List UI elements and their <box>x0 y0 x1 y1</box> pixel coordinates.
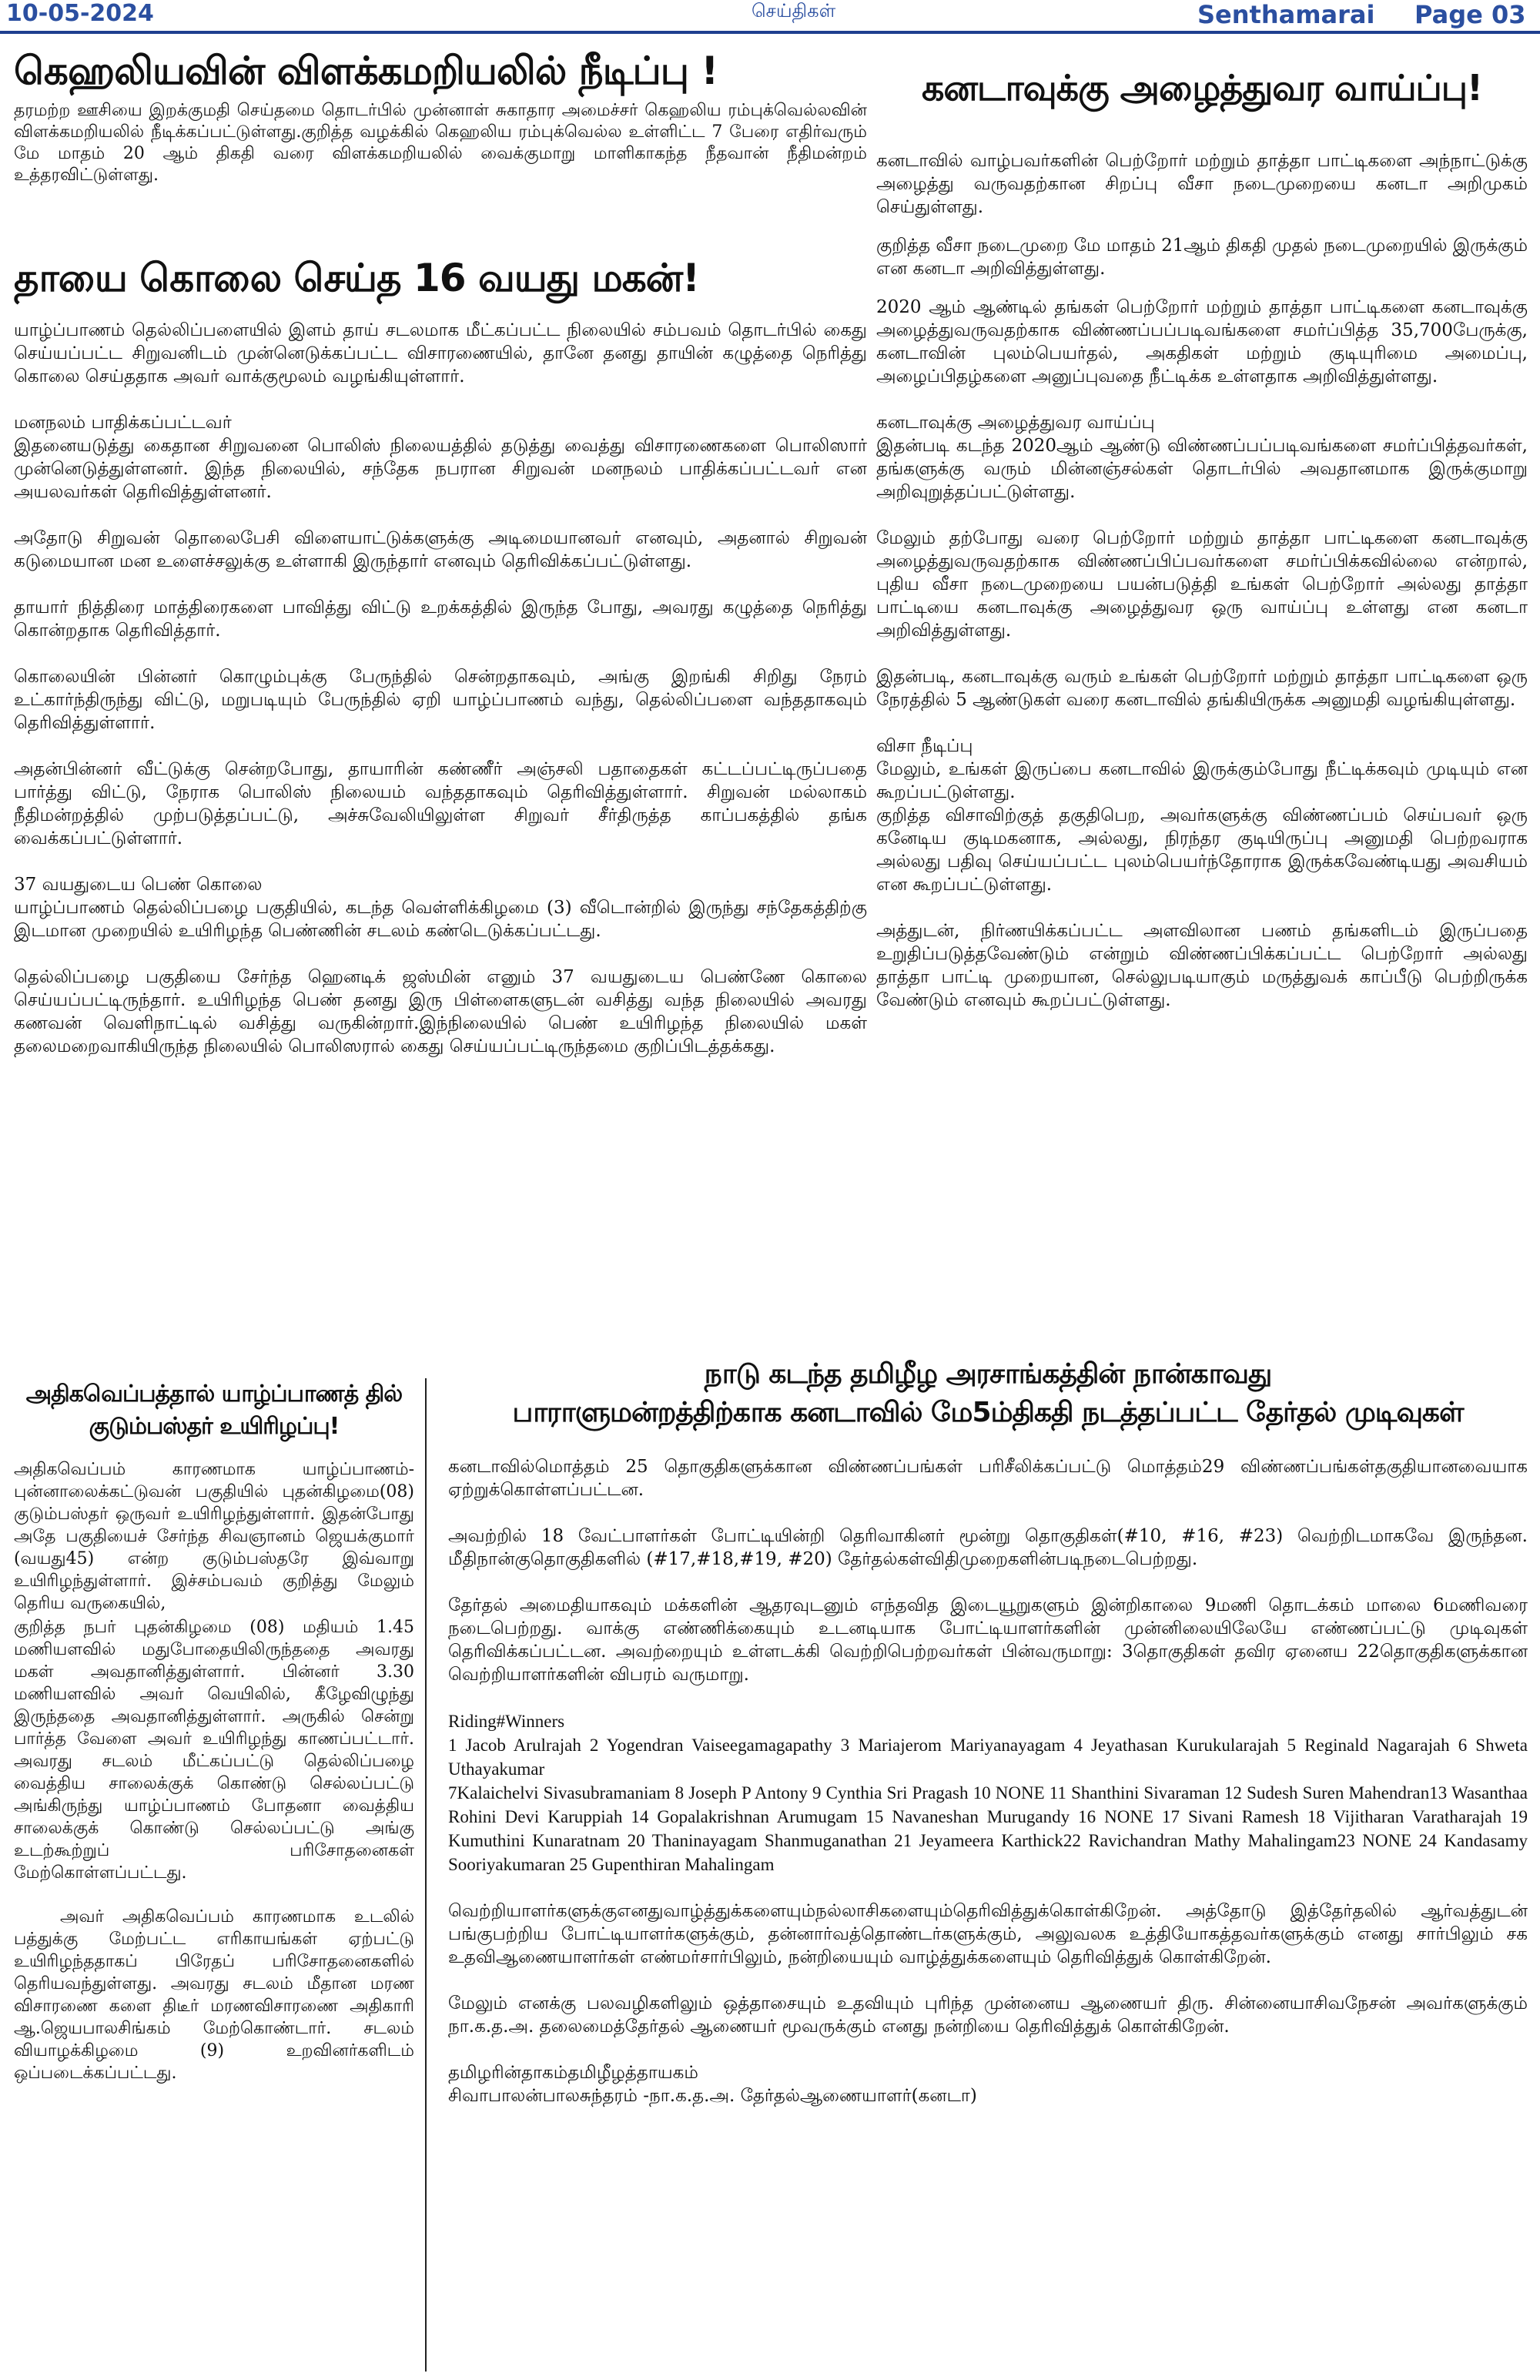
winners-line: 1 Jacob Arulrajah 2 Yogendran Vaiseegamagapathy 3 Mariajerom Mariyanayagam 4 Jeyathasan Kurukularajah 5 Reginald Nagarajah 6 Shweta Uthayakumar <box>448 1736 1528 1779</box>
article-paragraph: அவற்றில் 18 வேட்பாளர்கள் போட்டியின்றி தெரிவாகினர் மூன்று தொகுதிகள்(#10, #16, #23) வெற்றிடமாகவே இருந்தன. மீதிநான்குதொகுதிகளில் (#17,#18,#19, #20) தேர்தல்கள்விதிமுறைகளின்படிநடைபெற்றது. <box>448 1526 1528 1569</box>
subheading: கனடாவுக்கு அழைத்துவர வாய்ப்பு <box>876 413 1155 433</box>
article-paragraph: தெல்லிப்பழை பகுதியை சேர்ந்த ஹெனடிக் ஜஸ்மின் எனும் 37 வயதுடைய பெண்ணே கொலை செய்யப்பட்டிருந்தார். உயிரிழந்த பெண் தனது இரு பிள்ளைகளுடன் வசித்து வந்த நிலையில் அவரது கணவன் வெளிநாட்டில் வசித்து வருகின்றார்.இந்நிலையில் பெண் உயிரிழந்த நிலையில் மகள் தலைமறைவாகியிருந்த நிலையில் பொலிஸரால் கைது செய்யப்பட்டிருந்தமை குறிப்பிடத்தக்கது. <box>14 967 867 1056</box>
article-paragraph: கொலையின் பின்னர் கொழும்புக்கு பேருந்தில் சென்றதாகவும், அங்கு இறங்கி சிறிது நேரம் உட்கார்ந்திருந்து விட்டு, மறுபடியும் பேருந்தில் ஏறி யாழ்ப்பாணம் வந்து, தெல்லிப்பளை வந்ததாகவும் தெரிவித்துள்ளார். <box>14 667 867 733</box>
subheading: மனநலம் பாதிக்கப்பட்டவர் <box>14 413 232 433</box>
article-paragraph: அதோடு சிறுவன் தொலைபேசி விளையாட்டுக்களுக்கு அடிமையானவர் எனவும், அதனால் சிறுவன் கடுமையான மன உளைச்சலுக்கு உள்ளாகி இருந்தார் எனவும் தெரிவிக்கப்பட்டுள்ளது. <box>14 528 867 571</box>
winners-line: 7Kalaichelvi Sivasubramaniam 8 Joseph P Antony 9 Cynthia Sri Pragash 10 NONE 11 Shanthini Sivaraman 12 Sudesh Suren Mahendran13 Wasanthaa Rohini Devi Karuppiah 14 Gopalakrishnan Arumugam 15 Navaneshan Murugandy 16 NONE 17 Sivani Ramesh 18 Vijitharan Varatharajah 19 Kumuthini Kunaratnam 20 Thaninayagam Shanmuganathan 21 Jeyameera Karthick22 Ravichandran Mathy Mahalingam23 NONE 24 Kandasamy Sooriyakumaran 25 Gupenthiran Mahalingam <box>448 1783 1528 1874</box>
page-number: Page 03 <box>1414 0 1526 29</box>
headline-tgte-election <box>448 1355 1528 1432</box>
newspaper-name: Senthamarai <box>1197 0 1375 29</box>
article-paragraph: அத்துடன், நிர்ணயிக்கப்பட்ட அளவிலான பணம் தங்களிடம் இருப்பதை உறுதிப்படுத்தவேண்டும் என்றும் விண்ணப்பிக்கப்பட்ட பெற்றோர் அல்லது தாத்தா பாட்டி முறையான, செல்லுபடியாகும் மருத்துவக் காப்பீடு பெற்றிருக்க வேண்டும் எனவும் கூறப்பட்டுள்ளது. <box>876 921 1528 1010</box>
signature-line: தமிழரின்தாகம்தமிழீழத்தாயகம் <box>448 2063 698 2083</box>
column-divider <box>425 1378 427 2372</box>
subheading: விசா நீடிப்பு <box>876 736 973 756</box>
article-paragraph: அவர் அதிகவெப்பம் காரணமாக உடலில் பத்துக்கு மேற்பட்ட எரிகாயங்கள் ஏற்பட்டு உயிரிழந்ததாகப் பிரேதப் பரிசோதனைகளில் தெரியவந்துள்ளது. அவரது சடலம் மீதான மரண விசாரணை களை திடீர் மரணவிசாரணை அதிகாரி ஆ.ஜெயபாலசிங்கம் மேற்கொண்டார். சடலம் வியாழக்கிழமை (9) உறவினர்களிடம் ஒப்படைக்கப்பட்டது. <box>14 1907 414 2083</box>
article-paragraph: கனடாவில்மொத்தம் 25 தொகுதிகளுக்கான விண்ணப்பங்கள் பரிசீலிக்கப்பட்டு மொத்தம்29 விண்ணப்பங்கள்தகுதியானவையாக ஏற்றுக்கொள்ளப்பட்டன. <box>448 1457 1528 1500</box>
page-header <box>0 0 1540 34</box>
article-paragraph: குறித்த விசாவிற்குத் தகுதிபெற, அவர்களுக்கு விண்ணப்பம் செய்பவர் ஒரு கனேடிய குடிமகனாக, அல்லது, நிரந்தர குடியிருப்பு அனுமதி பெற்றவராக அல்லது பதிவு செய்யப்பட்ட புலம்பெயர்ந்தோராக இருக்கவேண்டியது அவசியம் என கூறப்பட்டுள்ளது. <box>876 805 1528 895</box>
article-son-kills-mother <box>14 254 867 1081</box>
article-kehaliya <box>14 48 867 209</box>
article-heat-death <box>14 1378 414 2107</box>
article-tgte-election <box>448 1355 1528 2107</box>
article-paragraph: மேலும், உங்கள் இருப்பை கனடாவில் இருக்கும்போது நீட்டிக்கவும் முடியும் என கூறப்பட்டுள்ளது. <box>876 759 1528 802</box>
article-paragraph: குறித்த நபர் புதன்கிழமை (08) மதியம் 1.45 மணியளவில் மதுபோதையிலிருந்ததை அவரது மகள் அவதானித்துள்ளார். பின்னர் 3.30 மணியளவில் அவர் வெயிலில், கீழேவிழுந்து இருந்ததை அவதானித்துள்ளார். அருகில் சென்று பார்த்த வேளை அவர் உயிரிழந்து காணப்பட்டார். அவரது சடலம் மீட்கப்பட்டு தெல்லிப்பழை வைத்திய சாலைக்குக் கொண்டு செல்லப்பட்டு அங்கிருந்து யாழ்ப்பாணம் போதனா வைத்திய சாலைக்குக் கொண்டு செல்லப்பட்டு அங்கு உடற்கூற்றுப் பரிசோதனைகள் மேற்கொள்ளப்பட்டது. <box>14 1618 414 1883</box>
headline-canada-visa: கனடாவுக்கு அழைத்துவர வாய்ப்பு! <box>921 67 1482 109</box>
article-paragraph: அதன்பின்னர் வீட்டுக்கு சென்றபோது, தாயாரின் கண்ணீர் அஞ்சலி பதாதைகள் கட்டப்பட்டிருப்பதை பார்த்து விட்டு, நேராக பொலிஸ் நிலையம் வந்ததாகவும் தெரிவித்துள்ளார். சிறுவன் மல்லாகம் நீதிமன்றத்தில் முற்படுத்தப்பட்டு, அச்சுவேலியிலுள்ள சிறுவர் சீர்திருத்த காப்பகத்தில் தங்க வைக்கப்பட்டுள்ளார். <box>14 759 867 849</box>
article-paragraph: வெற்றியாளர்களுக்குஎனதுவாழ்த்துக்களையும்நல்லாசிகளையும்தெரிவித்துக்கொள்கிறேன். அத்தோடு இத்தேர்தலில் ஆர்வத்துடன் பங்குபற்றிய போட்டியாளர்களுக்கும், தன்னார்வத்தொண்டர்களுக்கும், அலுவலக உத்தியோகத்தவர்களுக்கும் எனது சார்பிலும் சக உதவிஆணையாளர்கள் எண்மர்சார்பிலும், நன்றியையும் வாழ்த்துக்களையும் தெரிவித்துக் கொள்கிறேன். <box>448 1901 1528 1967</box>
headline-line: அதிகவெப்பத்தால் யாழ்ப்பாணத் தில் <box>25 1381 403 1408</box>
article-paragraph: கனடாவில் வாழ்பவர்களின் பெற்றோர் மற்றும் தாத்தா பாட்டிகளை அந்நாட்டுக்கு அழைத்து வருவதற்கான சிறப்பு வீசா நடைமுறையை கனடா அறிமுகம் செய்துள்ளது. <box>876 151 1528 217</box>
article-paragraph: குறித்த வீசா நடைமுறை மே மாதம் 21ஆம் திகதி முதல் நடைமுறையில் இருக்கும் என கனடா அறிவித்துள்ளது. <box>876 236 1528 279</box>
article-canada-visa <box>876 48 1528 1035</box>
section-label: செய்திகள் <box>752 0 836 22</box>
article-paragraph: இதன்படி கடந்த 2020ஆம் ஆண்டு விண்ணப்பப்படிவங்களை சமர்ப்பித்தவர்கள், தங்களுக்கு வரும் மின்னஞ்சல்கள் தொடர்பில் அவதானமாக இருக்குமாறு அறிவுறுத்தப்பட்டுள்ளது. <box>876 436 1528 502</box>
issue-date: 10-05-2024 <box>6 0 154 27</box>
article-paragraph: தரமற்ற ஊசியை இறக்குமதி செய்தமை தொடர்பில் முன்னாள் சுகாதார அமைச்சர் கெஹலிய ரம்புக்வெல்லவின் விளக்கமறியலில் நீடிக்கப்பட்டுள்ளது.குறித்த வழக்கில் கெஹலிய ரம்புக்வெல்ல உள்ளிட்ட 7 பேரை எதிர்வரும் மே மாதம் 20 ஆம் திகதி வரை விளக்கமறியலில் வைக்குமாறு மாளிகாகந்த நீதவான் நீதிமன்றம் உத்தரவிட்டுள்ளது. <box>14 101 867 185</box>
headline-line: நாடு கடந்த தமிழீழ அரசாங்கத்தின் நான்காவது <box>704 1358 1272 1390</box>
article-paragraph: இதனையடுத்து கைதான சிறுவனை பொலிஸ் நிலையத்தில் தடுத்து வைத்து விசாரணைகளை பொலிஸார் முன்னெடுத்துள்ளனர். இந்த நிலையில், சந்தேக நபரான சிறுவன் மனநலம் பாதிக்கப்பட்டவர் என அயலவர்கள் தெரிவித்துள்ளனர். <box>14 436 867 502</box>
article-paragraph: யாழ்ப்பாணம் தெல்லிப்பழை பகுதியில், கடந்த வெள்ளிக்கிழமை (3) வீடொன்றில் இருந்து சந்தேகத்திற்கு இடமான முறையில் உயிரிழந்த பெண்ணின் சடலம் கண்டெடுக்கப்பட்டது. <box>14 898 867 941</box>
signature-line: சிவாபாலன்பாலசுந்தரம் -நா.க.த.அ. தேர்தல்ஆணையாளர்(கனடா) <box>448 2086 977 2106</box>
headline-line: குடும்பஸ்தர் உயிரிழப்பு! <box>89 1413 340 1440</box>
winners-list <box>448 1709 1528 1876</box>
winners-title: Riding#Winners <box>448 1712 565 1731</box>
headline-heat-death <box>14 1378 414 1443</box>
article-paragraph: அதிகவெப்பம் காரணமாக யாழ்ப்பாணம்-புன்னாலைக்கட்டுவன் பகுதியில் புதன்கிழமை(08) குடும்பஸ்தர் ஒருவர் உயிரிழந்துள்ளார். இதன்போது அதே பகுதியைச் சேர்ந்த சிவஞானம் ஜெயக்குமார் (வயது45) என்ற குடும்பஸ்தரே இவ்வாறு உயிரிழந்துள்ளார். இச்சம்பவம் குறித்து மேலும் தெரிய வருகையில், <box>14 1460 414 1613</box>
headline-kehaliya: கெஹலியவின் விளக்கமறியலில் நீடிப்பு ! <box>14 49 718 93</box>
article-paragraph: யாழ்ப்பாணம் தெல்லிப்பளையில் இளம் தாய் சடலமாக மீட்கப்பட்ட நிலையில் சம்பவம் தொடர்பில் கைது செய்யப்பட்ட சிறுவனிடம் முன்னெடுக்கப்பட்ட விசாரணையில், தானே தனது தாயின் கழுத்தை நெரித்து கொலை செய்ததாக அவர் வாக்குமூலம் வழங்கியுள்ளார். <box>14 320 867 387</box>
article-paragraph: இதன்படி, கனடாவுக்கு வரும் உங்கள் பெற்றோர் மற்றும் தாத்தா பாட்டிகளை ஒரு நேரத்தில் 5 ஆண்டுகள் வரை கனடாவில் தங்கியிருக்க அனுமதி வழங்கியுள்ளது. <box>876 667 1528 710</box>
subheading: 37 வயதுடைய பெண் கொலை <box>14 875 263 895</box>
headline-son-kills-mother: தாயை கொலை செய்த 16 வயது மகன்! <box>14 256 699 300</box>
article-paragraph: மேலும் எனக்கு பலவழிகளிலும் ஒத்தாசையும் உதவியும் புரிந்த முன்னைய ஆணையர் திரு. சின்னையாசிவநேசன் அவர்களுக்கும் நா.க.த.அ. தலைமைத்தேர்தல் ஆணையர் மூவருக்கும் எனது நன்றியை தெரிவித்துக் கொள்கிறேன். <box>448 1993 1528 2037</box>
article-paragraph: மேலும் தற்போது வரை பெற்றோர் மற்றும் தாத்தா பாட்டிகளை கனடாவுக்கு அழைத்துவருவதற்காக விண்ணப்பிப்பவர்களை சமர்ப்பிக்கவில்லை என்றால், புதிய வீசா நடைமுறையை பயன்படுத்தி உங்கள் பெற்றோர் அல்லது தாத்தா பாட்டியை கனடாவுக்கு அழைத்துவர ஒரு வாய்ப்பு உள்ளது என கனடா அறிவித்துள்ளது. <box>876 528 1528 641</box>
headline-line: பாராளுமன்றத்திற்காக கனடாவில் மே5ம்திகதி நடத்தப்பட்ட தேர்தல் முடிவுகள் <box>512 1397 1464 1428</box>
article-paragraph: 2020 ஆம் ஆண்டில் தங்கள் பெற்றோர் மற்றும் தாத்தா பாட்டிகளை கனடாவுக்கு அழைத்துவருவதற்காக விண்ணப்பப்படிவங்களை சமர்ப்பித்த 35,700பேருக்கு, கனடாவின் புலம்பெயர்தல், அகதிகள் மற்றும் குடியுரிமை அமைப்பு, அழைப்பிதழ்களை அனுப்புவதை நீட்டிக்க உள்ளதாக அறிவித்துள்ளது. <box>876 297 1528 387</box>
article-paragraph: தேர்தல் அமைதியாகவும் மக்களின் ஆதரவுடனும் எந்தவித இடையூறுகளும் இன்றிகாலை 9மணி தொடக்கம் மாலை 6மணிவரை நடைபெற்றது. வாக்கு எண்ணிக்கையும் உடனடியாக போட்டியாளர்களின் முன்னிலையிலேயே எண்ணப்பட்டு முடிவுகள் தெரிவிக்கப்பட்டன. அவற்றையும் உள்ளடக்கி வெற்றிபெற்றவர்கள் பின்வருமாறு: 3தொகுதிகள் தவிர ஏனைய 22தொகுதிகளுக்கான வெற்றியாளர்களின் விபரம் வருமாறு. <box>448 1595 1528 1685</box>
article-paragraph: தாயார் நித்திரை மாத்திரைகளை பாவித்து விட்டு உறக்கத்தில் இருந்த போது, அவரது கழுத்தை நெரித்து கொன்றதாக தெரிவித்தார். <box>14 598 867 641</box>
